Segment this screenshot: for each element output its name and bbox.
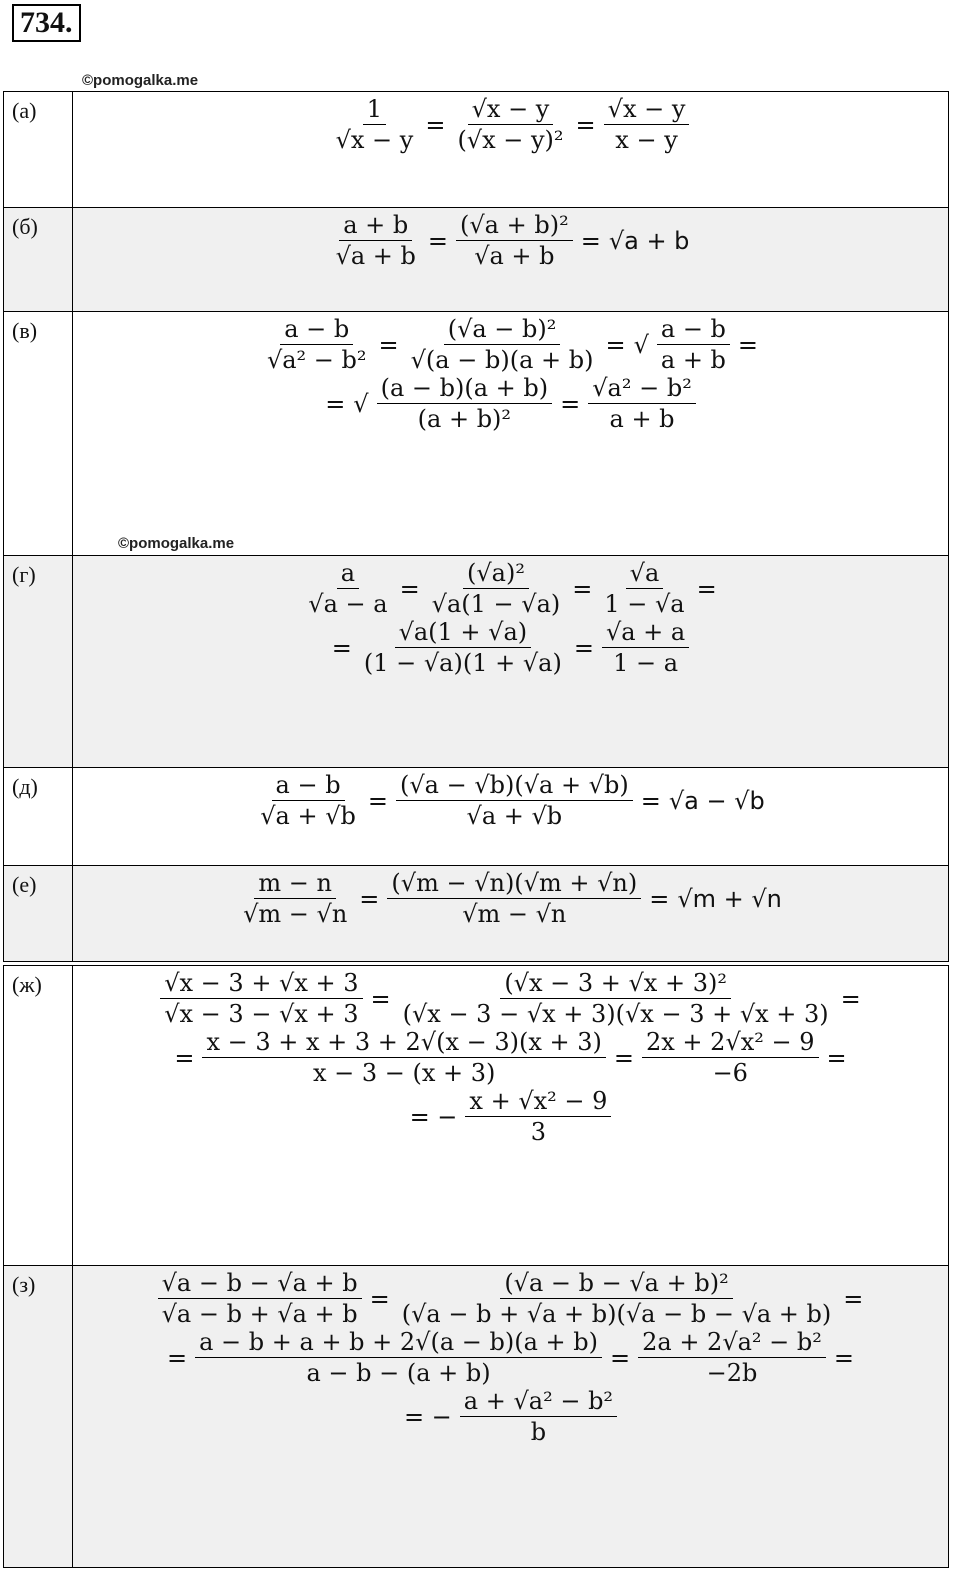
equation-line [74, 773, 947, 828]
fraction-denominator: √m − √n [243, 900, 348, 928]
fraction-numerator: (√m − √n)(√m + √n) [387, 871, 641, 899]
part-label: (г) [4, 556, 73, 768]
fraction [396, 773, 633, 828]
part-equation [73, 92, 949, 208]
fraction-numerator: (√a + b)² [456, 213, 573, 241]
part-row [4, 1266, 949, 1568]
equation-line [74, 561, 947, 616]
fraction-denominator: √a − b + √a + b [161, 1300, 358, 1328]
part-label: (ж) [4, 966, 73, 1266]
fraction-numerator: √a(1 + √a) [395, 620, 532, 648]
fraction-numerator: 1 [363, 97, 386, 125]
fraction [304, 561, 391, 616]
fraction-numerator: √a [626, 561, 664, 589]
equation-term: = [640, 786, 661, 815]
fraction [195, 1330, 602, 1385]
equation-term: = [425, 110, 446, 139]
fraction [642, 1030, 819, 1085]
part-equation [73, 966, 949, 1266]
fraction-numerator: (√x − 3 + √x + 3)² [500, 971, 731, 999]
problem-number: 734. [12, 4, 81, 42]
fraction [657, 317, 730, 372]
fraction-denominator: √a − a [308, 590, 388, 618]
fraction [588, 376, 696, 431]
part-row [4, 92, 949, 208]
equation-row [332, 97, 690, 152]
fraction [332, 97, 418, 152]
fraction-numerator: √x − y [468, 97, 554, 125]
equation-term: = [573, 633, 594, 662]
equation-term: √m + √n [677, 884, 782, 913]
watermark-2: ©pomogalka.me [118, 535, 235, 552]
fraction [638, 1330, 826, 1385]
fraction-denominator: (1 − √a)(1 + √a) [363, 649, 562, 677]
equation-row [325, 376, 696, 431]
equation-line [74, 97, 947, 152]
equation-term: = [605, 330, 626, 359]
fraction-numerator: 2x + 2√x² − 9 [642, 1030, 819, 1058]
fraction-denominator: (√a − b + √a + b)(√a − b − √a + b) [401, 1300, 832, 1328]
equation-term: = [649, 884, 670, 913]
fraction [398, 1271, 836, 1326]
fraction-denominator: √a + b [474, 242, 555, 270]
equation-row [174, 1030, 846, 1085]
fraction-numerator: a + b [339, 213, 412, 241]
fraction-denominator: (√x − 3 − √x + 3)(√x − 3 + √x + 3) [402, 1000, 829, 1028]
equation-line [74, 620, 947, 675]
fraction-denominator: √a² − b² [266, 346, 367, 374]
fraction-numerator: (√a)² [463, 561, 529, 589]
fraction [160, 971, 362, 1026]
part-equation [73, 1266, 949, 1568]
equation-term: = [399, 574, 420, 603]
equation-row [332, 620, 689, 675]
fraction-denominator: 1 − √a [604, 590, 685, 618]
part-row [4, 768, 949, 866]
fraction-denominator: x − 3 − (x + 3) [312, 1059, 496, 1087]
fraction [387, 871, 641, 926]
equation-term: √ [353, 389, 369, 418]
fraction-numerator: a [337, 561, 359, 589]
equation-term: = [369, 1284, 390, 1313]
equation-row [158, 1271, 864, 1326]
part-label: (д) [4, 768, 73, 866]
fraction [460, 1389, 617, 1444]
fraction-numerator: (√a − b − √a + b)² [500, 1271, 732, 1299]
fraction-denominator: a + b [660, 346, 726, 374]
equation-term: = [613, 1043, 634, 1072]
fraction [428, 561, 565, 616]
equation-row [239, 871, 782, 926]
equation-term: = [560, 389, 581, 418]
equation-line [74, 1089, 947, 1144]
part-equation [73, 556, 949, 768]
equation-line [74, 1030, 947, 1085]
part-label: (в) [4, 312, 73, 556]
fraction [158, 1271, 362, 1326]
part-label: (а) [4, 92, 73, 208]
equation-term: = [840, 984, 861, 1013]
part-label: (з) [4, 1266, 73, 1568]
part-equation [73, 312, 949, 556]
fraction-denominator: a − b − (a + b) [306, 1359, 491, 1387]
fraction [360, 620, 566, 675]
equation-row [332, 213, 690, 268]
fraction-denominator: √a + b [335, 242, 416, 270]
equation-line [74, 1330, 947, 1385]
fraction-numerator: a − b [657, 317, 730, 345]
equation-term: = [580, 226, 601, 255]
watermark: ©pomogalka.me [82, 72, 199, 89]
equation-row [304, 561, 716, 616]
fraction-denominator: b [530, 1418, 547, 1446]
fraction-numerator: a − b [280, 317, 353, 345]
equation-term: = [331, 633, 352, 662]
fraction [263, 317, 371, 372]
equation-term: = [427, 226, 449, 255]
fraction [465, 1089, 611, 1144]
equation-row [404, 1389, 617, 1444]
fraction [332, 213, 420, 268]
fraction-denominator: a + b [609, 405, 675, 433]
equation-line [74, 871, 947, 926]
equation-term: = [367, 786, 388, 815]
equation-term: = [610, 1343, 631, 1372]
fraction [456, 213, 573, 268]
fraction-denominator: 3 [530, 1118, 547, 1146]
fraction-numerator: a − b [272, 773, 345, 801]
fraction-numerator: √a − b − √a + b [158, 1271, 362, 1299]
fraction-denominator: √a + √b [466, 802, 563, 830]
fraction [377, 376, 553, 431]
fraction [602, 620, 689, 675]
fraction-numerator: √x − 3 + √x + 3 [160, 971, 362, 999]
part-label: (е) [4, 866, 73, 962]
fraction-denominator: −2b [706, 1359, 758, 1387]
fraction-denominator: (√x − y)² [457, 126, 564, 154]
equation-term: = [378, 330, 399, 359]
equation-line [74, 376, 947, 431]
part-row [4, 208, 949, 312]
fraction-numerator: a − b + a + b + 2√(a − b)(a + b) [195, 1330, 602, 1358]
fraction-numerator: m − n [254, 871, 336, 899]
equation-term: = [843, 1284, 864, 1313]
equation-term: √ [633, 330, 649, 359]
equation-term: = [174, 1043, 195, 1072]
fraction-numerator: x − 3 + x + 3 + 2√(x − 3)(x + 3) [202, 1030, 605, 1058]
part-equation [73, 768, 949, 866]
equation-term: = [826, 1043, 847, 1072]
equation-line [74, 213, 947, 268]
equation-term: = [370, 984, 391, 1013]
fraction-numerator: √a + a [602, 620, 689, 648]
equation-term: = [737, 330, 759, 359]
fraction [256, 773, 360, 828]
part-row [4, 866, 949, 962]
part-row [4, 966, 949, 1266]
equation-term: = [166, 1343, 188, 1372]
equation-term: = [359, 884, 380, 913]
equation-row [160, 971, 861, 1026]
fraction [453, 97, 567, 152]
equation-line [74, 971, 947, 1026]
part-label: (б) [4, 208, 73, 312]
equation-term: √a + b [608, 226, 690, 255]
fraction-numerator: 2a + 2√a² − b² [638, 1330, 826, 1358]
fraction [399, 971, 833, 1026]
fraction [407, 317, 598, 372]
equation-row [263, 317, 758, 372]
fraction-numerator: √x − y [604, 97, 690, 125]
fraction-numerator: (a − b)(a + b) [377, 376, 553, 404]
fraction-denominator: (a + b)² [417, 405, 512, 433]
fraction-denominator: √x − 3 − √x + 3 [164, 1000, 359, 1028]
part-row [4, 312, 949, 556]
equation-row [167, 1330, 854, 1385]
equation-line [74, 1271, 947, 1326]
fraction-denominator: x − y [615, 126, 678, 154]
equation-term: = [833, 1343, 855, 1372]
solutions-table-2 [3, 965, 949, 1568]
fraction-numerator: (√a − b)² [444, 317, 561, 345]
part-row [4, 556, 949, 768]
fraction-numerator: a + √a² − b² [460, 1389, 617, 1417]
fraction [600, 561, 688, 616]
equation-line [74, 1389, 947, 1444]
part-equation [73, 866, 949, 962]
equation-term: = [325, 389, 346, 418]
fraction-denominator: √(a − b)(a + b) [410, 346, 594, 374]
fraction-denominator: −6 [712, 1059, 748, 1087]
equation-term: = − [403, 1402, 452, 1431]
equation-term: = [572, 574, 593, 603]
fraction [239, 871, 351, 926]
fraction-denominator: √a(1 − √a) [431, 590, 561, 618]
equation-row [256, 773, 764, 828]
fraction-denominator: √x − y [335, 126, 414, 154]
fraction-denominator: √a + √b [260, 802, 356, 830]
fraction-numerator: (√a − √b)(√a + √b) [396, 773, 633, 801]
equation-term: = [696, 574, 717, 603]
equation-term: √a − √b [668, 786, 765, 815]
equation-term: = [575, 110, 596, 139]
fraction-numerator: √a² − b² [588, 376, 696, 404]
equation-row [410, 1089, 612, 1144]
equation-line [74, 317, 947, 372]
fraction-denominator: 1 − a [613, 649, 679, 677]
fraction-denominator: √m − √n [462, 900, 567, 928]
fraction [202, 1030, 605, 1085]
part-equation [73, 208, 949, 312]
fraction [604, 97, 690, 152]
fraction-numerator: x + √x² − 9 [465, 1089, 611, 1117]
solutions-table-1 [3, 91, 949, 962]
equation-term: = − [409, 1102, 458, 1131]
